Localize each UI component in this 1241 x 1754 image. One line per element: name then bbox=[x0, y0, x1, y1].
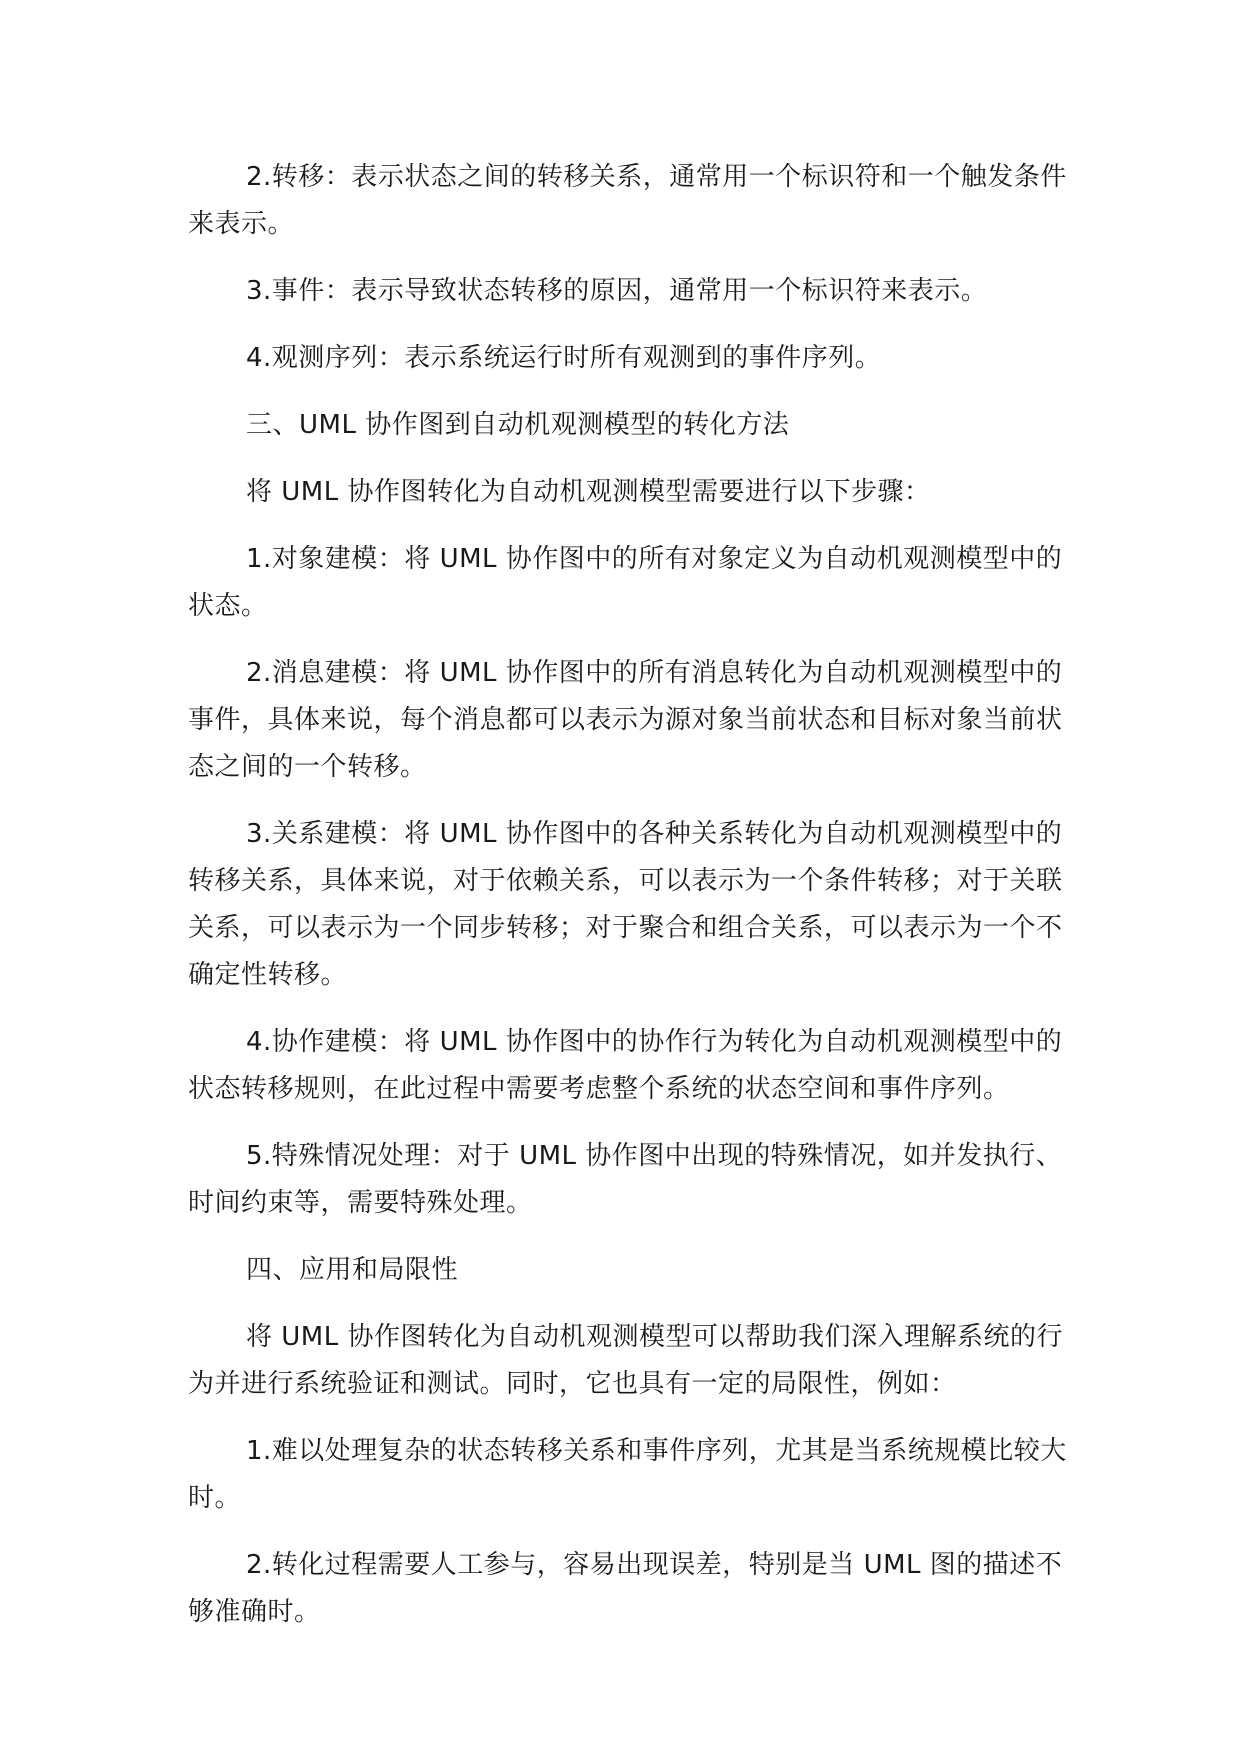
paragraph-object-modeling: 1.对象建模：将 UML 协作图中的所有对象定义为自动机观测模型中的状态。 bbox=[188, 544, 1063, 621]
paragraph-special-cases: 5.特殊情况处理：对于 UML 协作图中出现的特殊情况，如并发执行、时间约束等，需要特殊处理。 bbox=[188, 1141, 1063, 1218]
paragraph-limitation-2: 2.转化过程需要人工参与，容易出现误差，特别是当 UML 图的描述不够准确时。 bbox=[188, 1550, 1063, 1627]
paragraph-limitation-1: 1.难以处理复杂的状态转移关系和事件序列，尤其是当系统规模比较大时。 bbox=[188, 1436, 1067, 1513]
paragraph-observation-sequence: 4.观测序列：表示系统运行时所有观测到的事件序列。 bbox=[246, 343, 882, 373]
section-heading-conversion-method: 三、UML 协作图到自动机观测模型的转化方法 bbox=[246, 410, 790, 440]
paragraph-event: 3.事件：表示导致状态转移的原因，通常用一个标识符来表示。 bbox=[246, 276, 988, 306]
document-body bbox=[188, 154, 1068, 1656]
paragraph-collaboration-modeling: 4.协作建模：将 UML 协作图中的协作行为转化为自动机观测模型中的状态转移规则，在此过程中需要考虑整个系统的状态空间和事件序列。 bbox=[188, 1027, 1063, 1104]
paragraph-applications-intro: 将 UML 协作图转化为自动机观测模型可以帮助我们深入理解系统的行为并进行系统验证和测试。同时，它也具有一定的局限性，例如： bbox=[188, 1322, 1063, 1399]
paragraph-transition: 2.转移：表示状态之间的转移关系，通常用一个标识符和一个触发条件来表示。 bbox=[188, 162, 1067, 239]
paragraph-relation-modeling: 3.关系建模：将 UML 协作图中的各种关系转化为自动机观测模型中的转移关系，具体来说，对于依赖关系，可以表示为一个条件转移；对于关联关系，可以表示为一个同步转移；对于聚合和组合关系，可以表示为一个不确定性转移。 bbox=[188, 819, 1063, 990]
paragraph-conversion-intro: 将 UML 协作图转化为自动机观测模型需要进行以下步骤： bbox=[246, 477, 931, 507]
paragraph-message-modeling: 2.消息建模：将 UML 协作图中的所有消息转化为自动机观测模型中的事件，具体来说，每个消息都可以表示为源对象当前状态和目标对象当前状态之间的一个转移。 bbox=[188, 658, 1063, 782]
section-heading-applications: 四、应用和局限性 bbox=[246, 1255, 459, 1285]
